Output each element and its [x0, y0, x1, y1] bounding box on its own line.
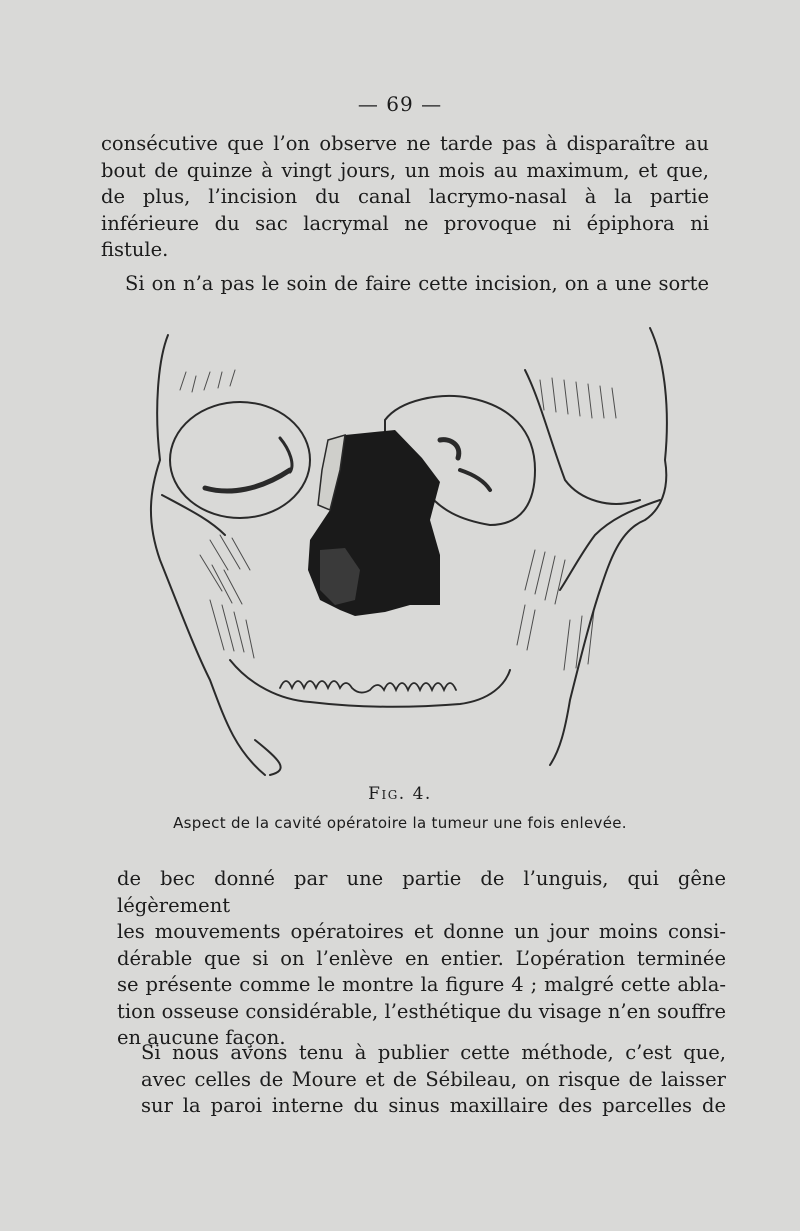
text-line: inférieure du sac lacrymal ne provoque ni épiphora ni — [101, 211, 709, 235]
text-line: sur la paroi interne du sinus maxillaire des parcelles de — [141, 1094, 726, 1117]
text-line: fistule. — [101, 238, 169, 261]
text-line: les mouvements opératoires et donne un jour moins consi- — [117, 920, 726, 943]
left-orbit — [170, 402, 310, 518]
right-zygomatic-arch — [560, 500, 660, 590]
skull-left-edge — [151, 335, 265, 775]
text-line: se présente comme le montre la figure 4 ; malgré cette abla- — [117, 973, 726, 996]
text-line: consécutive que l’on observe ne tarde pas à disparaître au — [101, 132, 709, 155]
paragraph-3 — [141, 1040, 726, 1120]
text-line: bout de quinze à vingt jours, un mois au maximum, et que, — [101, 158, 709, 182]
text-line: de plus, l’incision du canal lacrymo-nasal à la partie — [101, 185, 709, 208]
text-line: Si on n’a pas le soin de faire cette incision, on a une sorte — [125, 272, 709, 295]
figure-label: Fig. 4. — [368, 784, 432, 804]
paragraph-2 — [117, 866, 726, 1052]
text-line: avec celles de Moure et de Sébileau, on risque de laisser — [141, 1067, 726, 1091]
skull-illustration — [140, 320, 680, 780]
skull-right-edge — [550, 328, 667, 765]
text-line: tion osseuse considérable, l’esthétique du visage n’en souffre — [117, 999, 726, 1023]
paragraph-1b — [125, 271, 709, 298]
text-line: dérable que si on l’enlève en entier. L’opération terminée — [117, 946, 726, 970]
paragraph-1 — [101, 131, 709, 264]
mandible — [230, 660, 510, 707]
figure-caption: Aspect de la cavité opératoire la tumeur une fois enlevée. — [173, 814, 627, 832]
teeth — [280, 681, 456, 693]
page-number: — 69 — — [357, 92, 443, 116]
text-line: en aucune façon. — [117, 1026, 286, 1049]
text-line: Si nous avons tenu à publier cette méthode, c’est que, — [141, 1041, 726, 1064]
text-line: de bec donné par une partie de l’unguis, qui gêne légèrement — [117, 867, 726, 917]
right-temporal-fossa — [525, 370, 640, 504]
